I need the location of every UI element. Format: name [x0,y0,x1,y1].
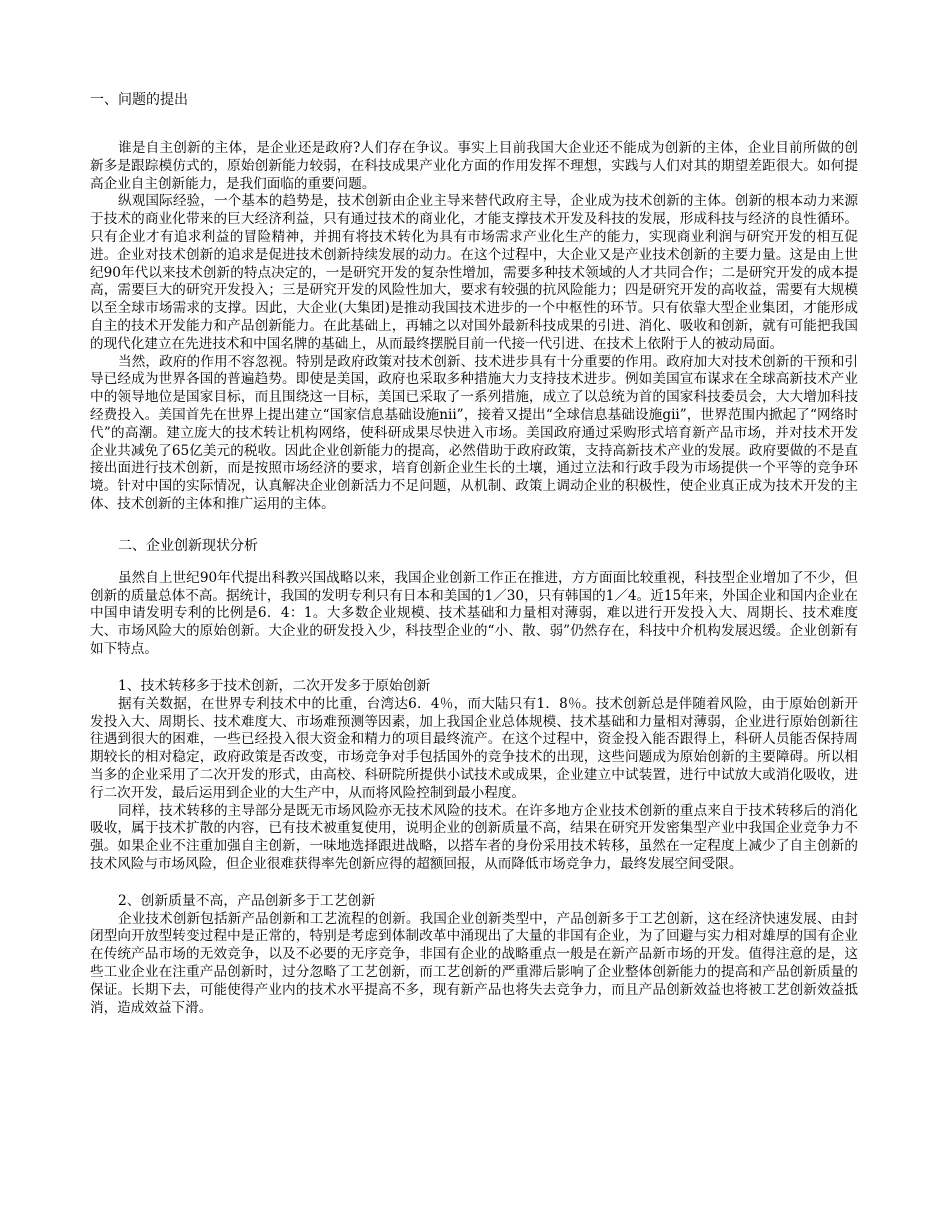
subsection-2-title: 2、创新质量不高，产品创新多于工艺创新 [118,892,376,909]
section-2-heading: 二、企业创新现状分析 [118,537,258,554]
section-2-intro: 虽然自上世纪90年代提出科教兴国战略以来，我国企业创新工作正在推进，方方面面比较重视，科技型企业增加了不少，但创新的质量总体不高。据统计，我国的发明专利只有日本和美国的1／30，只有韩国的1／4。近15年来，外国企业和国内企业在中国申请发明专利的比例是6．4：1。大多数企业规模、技术基础和力量相对薄弱，难以进行开发投入大、周期长、技术难度大、市场风险大的原始创新。大企业的研发投入少，科技型企业的“小、散、弱”仍然存在，科技中介机构发展迟缓。企业创新有如下特点。 [90,569,858,657]
section-1-paragraph: 纵观国际经验，一个基本的趋势是，技术创新由企业主导来替代政府主导，企业成为技术创新的主体。创新的根本动力来源于技术的商业化带来的巨大经济利益，只有通过技术的商业化，才能支撑技术开发及科技的发展，形成科技与经济的良性循环。只有企业才有追求利益的冒险精神，并拥有将技术转化为具有市场需求产业化生产的能力，实现商业利润与研究开发的相互促进。企业对技术创新的追求是促进技术创新持续发展的动力。在这个过程中，大企业又是产业技术创新的主要力量。这是由上世纪90年代以来技术创新的特点决定的，一是研究开发的复杂性增加，需要多种技术领域的人才共同合作；二是研究开发的成本提高，需要巨大的研究开发投入；三是研究开发的风险性加大，要求有较强的抗风险能力；四是研究开发的高收益，需要有大规模以至全球市场需求的支撑。因此，大企业(大集团)是推动我国技术进步的一个中枢性的环节。只有依靠大型企业集团，才能形成自主的技术开发能力和产品创新能力。在此基础上，再辅之以对国外最新科技成果的引进、消化、吸收和创新，就有可能把我国的现代化建立在先进技术和中国名牌的基础上，从而最终摆脱目前一代接一代引进、在技术上依附于人的被动局面。 [90,193,858,352]
subsection-1-paragraph: 同样，技术转移的主导部分是既无市场风险亦无技术风险的技术。在许多地方企业技术创新的重点来自于技术转移后的消化吸收，属于技术扩散的内容，已有技术被重复使用，说明企业的创新质量不高，结果在研究开发密集型产业中我国企业竞争力不强。如果企业不注重加强自主创新，一味地选择跟进战略，以搭车者的身份采用技术转移，虽然在一定程度上减少了自主创新的技术风险与市场风险，但企业很难获得率先创新应得的超额回报，从而降低市场竞争力，最终发展空间受限。 [90,802,858,872]
section-1-paragraph: 当然，政府的作用不容忽视。特别是政府政策对技术创新、技术进步具有十分重要的作用。政府加大对技术创新的干预和引导已经成为世界各国的普遍趋势。即使是美国，政府也采取多种措施大力支持技术进步。例如美国宣布谋求在全球高新技术产业中的领导地位是国家目标，而且围绕这一目标，美国已采取了一系列措施，成立了以总统为首的国家科技委员会，大大增加科技经费投入。美国首先在世界上提出建立“国家信息基础设施nii”，接着又提出“全球信息基础设施gii”，世界范围内掀起了“网络时代”的高潮。建立庞大的技术转让机构网络，使科研成果尽快进入市场。美国政府通过采购形式培育新产品市场，并对技术开发企业共减免了65亿美元的税收。因此企业创新能力的提高，必然借助于政府政策，支持高新技术产业的发展。政府要做的不是直接出面进行技术创新，而是按照市场经济的要求，培育创新企业生长的土壤，通过立法和行政手段为市场提供一个平等的竞争环境。针对中国的实际情况，认真解决企业创新活力不足问题，从机制、政策上调动企业的积极性，使企业真正成为技术开发的主体、技术创新的主体和推广运用的主体。 [90,353,858,512]
subsection-1-title: 1、技术转移多于技术创新，二次开发多于原始创新 [118,677,431,694]
subsection-2-paragraph: 企业技术创新包括新产品创新和工艺流程的创新。我国企业创新类型中，产品创新多于工艺创新，这在经济快速发展、由封闭型向开放型转变过程中是正常的，特别是考虑到体制改革中涌现出了大量的非国有企业，为了回避与实力相对雄厚的国有企业在传统产品市场的无效竞争，以及不必要的无序竞争，非国有企业的战略重点一般是在新产品新市场的开发。值得注意的是，这些工业企业在注重产品创新时，过分忽略了工艺创新，而工艺创新的严重滞后影响了企业整体创新能力的提高和产品创新质量的保证。长期下去，可能使得产业内的技术水平提高不多，现有新产品也将失去竞争力，而且产品创新效益也将被工艺创新效益抵消，造成效益下滑。 [90,910,858,1016]
document-page [90,90,858,1017]
section-1-heading: 一、问题的提出 [90,92,188,108]
section-1-paragraph: 谁是自主创新的主体，是企业还是政府?人们存在争议。事实上目前我国大企业还不能成为创新的主体，企业目前所做的创新多是跟踪模仿式的，原始创新能力较弱，在科技成果产业化方面的作用发挥不理想，实践与人们对其的期望差距很大。如何提高企业自主创新能力，是我们面临的重要问题。 [90,140,858,192]
subsection-1-paragraph: 据有关数据，在世界专利技术中的比重，台湾达6．4％，而大陆只有1．8％。技术创新总是伴随着风险，由于原始创新开发投入大、周期长、技术难度大、市场难预测等因素，加上我国企业总体规模、技术基础和力量相对薄弱，企业进行原始创新往往遇到很大的困难，一些已经投入很大资金和精力的项目最终流产。在这个过程中，资金投入能否跟得上，科研人员能否保持周期较长的相对稳定，政府政策是否改变，市场竞争对手包括国外的竞争技术的出现，这些问题成为原始创新的主要障碍。所以相当多的企业采用了二次开发的形式，由高校、科研院所提供小试技术或成果，企业建立中试装置，进行中试放大或消化吸收，进行二次开发，最后运用到企业的大生产中，从而将风险控制到最小程度。 [90,695,858,801]
